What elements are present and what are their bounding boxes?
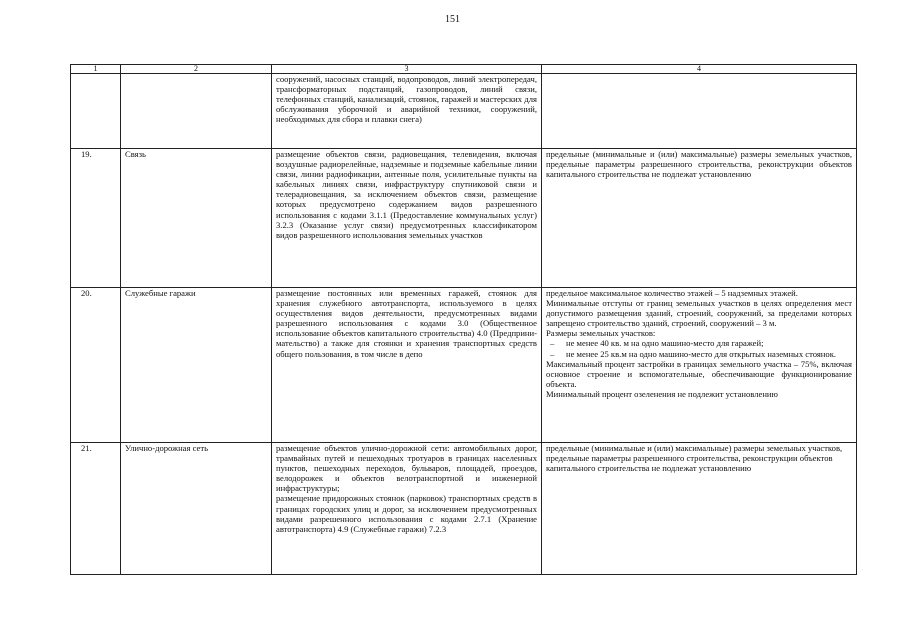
list-item: – не менее 40 кв. м на одно машино-место для гаражей; <box>546 338 852 348</box>
row-params-cell <box>542 74 857 149</box>
row-name-cell: Связь <box>121 149 272 288</box>
table-row-20 <box>71 288 857 443</box>
row-params-cell <box>542 288 857 443</box>
row-number-cell: 21. <box>71 443 121 575</box>
row-description-cell: размещение постоянных или временных гаражей, стоянок для хранения служебного автотранспорта, используемого в целях осуществления видов деятельности, предусмотренных видами разрешенного использования с кодами 3.0 (Общественное использование объектов капитального строительства) 4.0 (Предприни-мательство) а также для стоянки и хранения транспортных средств общего пользования, в том числе в депо <box>272 288 542 443</box>
row-description-cell <box>272 443 542 575</box>
row-params-cell: предельные (минимальные и (или) максимальные) размеры земельных участков, предельные параметры разрешенного строительства, реконструкции объектов капитального строительства не подлежат установлению <box>542 443 857 575</box>
table-row-continuation <box>71 74 857 149</box>
column-number-row <box>71 65 857 74</box>
row-params-cell: предельные (минимальные и (или) максимальные) размеры земельных участков, предельные параметры разрешенного строительства, реконструкции объектов капитального строительства не подлежат установлению <box>542 149 857 288</box>
params-max-floors: предельное максимальное количество этажей – 5 надземных этажей. <box>546 288 798 298</box>
params-plot-sizes-heading: Размеры земельных участков: <box>546 328 656 339</box>
land-use-table <box>70 64 857 575</box>
params-max-coverage: Максимальный процент застройки в границах земельного участка – 75%, включая основное строение и вспомогательные, обеспечивающие функционирование объекта. <box>546 358 852 389</box>
row-description-cell: размещение объектов связи, радиовещания, телевидения, включая воздушные радиорелейные, надземные и подземные кабельные линии связи, линии радиофикации, антенные поля, усилительные пункты на кабельных линиях связи, инфраструктуру спутниковой связи и телерадиовещания, за исключением объектов связи, размещение которых предусмотрено содержанием видов разрешенного использования с кодами 3.1.1 (Предоставление коммунальных услуг) 3.2.3 (Оказание услуг связи) предусмотренных классификатором видов разрешенного использования земельных участков <box>272 149 542 288</box>
table-row-19 <box>71 149 857 288</box>
row-number-cell: 20. <box>71 288 121 443</box>
row-description-cell: сооружений, насосных станций, водопроводов, линий электропередач, трансформаторных подстанций, газопроводов, линий связи, телефонных станций, канализаций, стоянок, гаражей и мастерских для обслуживания уборочной и аварийной техники, сооружений, необходимых для сбора и плавки снега) <box>272 74 542 149</box>
column-number-cell: 4 <box>542 65 857 74</box>
description-paragraph: размещение придорожных стоянок (парковок) транспортных средств в границах городских улиц и дорог, за исключением предусмотренных видами разрешенного использования с кодами 2.7.1 (Хранение автотранспорта) 4.9 (Служебные гаражи) 7.2.3 <box>276 493 537 534</box>
column-number-cell: 1 <box>71 65 121 74</box>
params-min-greenery: Минимальный процент озеленения не подлежит установлению <box>546 388 778 399</box>
column-number-cell: 3 <box>272 65 542 74</box>
row-name-cell: Служебные гаражи <box>121 288 272 443</box>
row-number-cell: 19. <box>71 149 121 288</box>
list-item: – не менее 25 кв.м на одно машино-место для открытых наземных стоянок. <box>546 349 852 359</box>
params-min-setbacks: Минимальные отступы от границ земельных участков в целях определения мест допустимого размещения зданий, строений, сооружений, за пределами которых запрещено строительство зданий, строений, сооружений – 3 м. <box>546 298 852 329</box>
row-name-cell: Улично-дорожная сеть <box>121 443 272 575</box>
table-row-21 <box>71 443 857 575</box>
description-paragraph: размещение объектов улично-дорожной сети: автомобильных дорог, трамвайных путей и пешеходных тротуаров в границах населенных пунктов, пешеходных переходов, бульваров, площадей, проездов, велодорожек и объектов велотранспортной и инженерной инфраструктуры; <box>276 443 537 494</box>
row-name-cell <box>121 74 272 149</box>
page-number: 151 <box>445 14 460 25</box>
plot-size-list <box>546 338 852 358</box>
row-number-cell <box>71 74 121 149</box>
column-number-cell: 2 <box>121 65 272 74</box>
